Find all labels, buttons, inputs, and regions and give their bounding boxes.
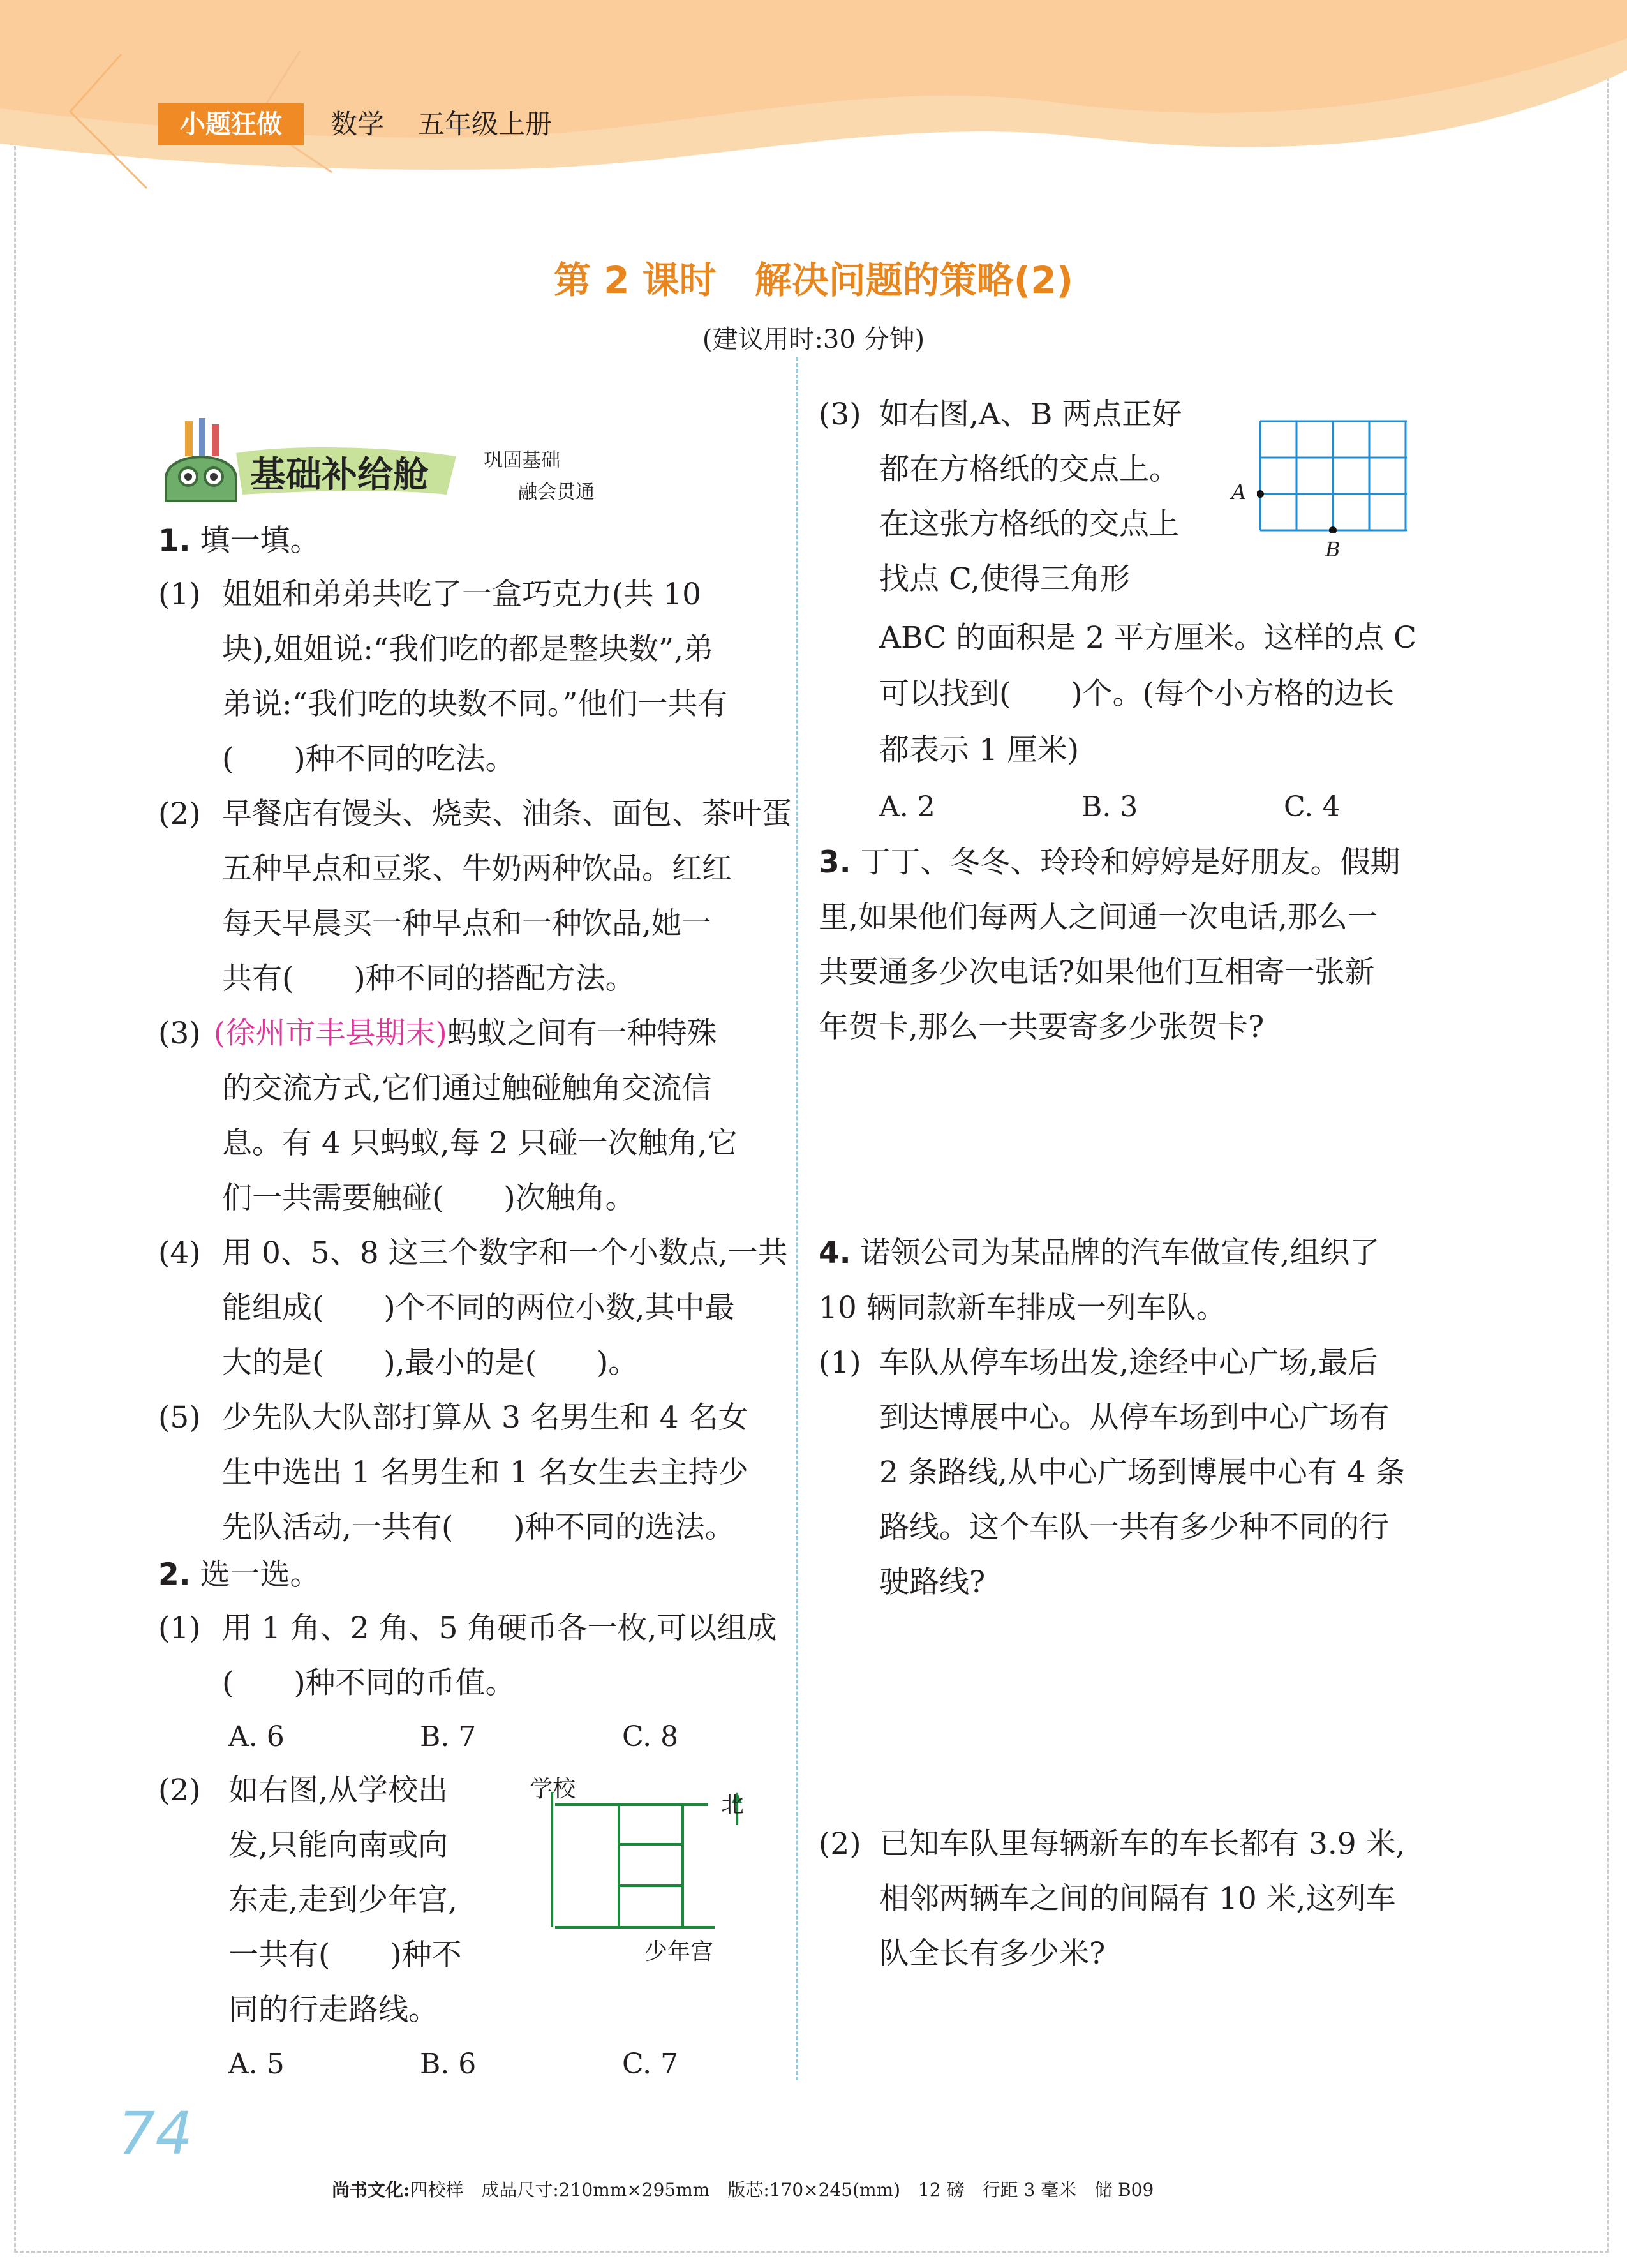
q2-2-option-b[interactable]: B. 6 — [420, 2048, 477, 2080]
grid-paper-figure — [1257, 418, 1410, 533]
q2-1-line: 用 1 角、2 角、5 角硬币各一枚,可以组成 — [222, 1611, 777, 1646]
subject-label: 数学 — [331, 108, 385, 140]
section-tag-1: 巩固基础 — [484, 449, 560, 472]
q2-3-line: 找点 C,使得三角形 — [879, 562, 1131, 597]
q4-1-line: 路线。这个车队一共有多少种不同的行 — [879, 1510, 1389, 1545]
q1-1-line: 姐姐和弟弟共吃了一盒巧克力(共 10 — [222, 577, 702, 612]
q4-1-line: 驶路线? — [879, 1565, 986, 1600]
q1-4-line: 用 0、5、8 这三个数字和一个小数点,一共 — [222, 1235, 788, 1271]
question-1-heading: 1. 填一填。 — [158, 523, 320, 558]
footer-info: 四校样 成品尺寸:210mm×295mm 版芯:170×245(mm) 12 磅 行距 3 毫米 储 B09 — [410, 2179, 1154, 2200]
q1-5-label: (5) — [158, 1400, 201, 1435]
lesson-title — [0, 250, 1627, 304]
q2-3-line: 在这张方格纸的交点上 — [879, 507, 1179, 542]
q1-2-line: 早餐店有馒头、烧卖、油条、面包、茶叶蛋 — [222, 796, 792, 832]
q1-5-line: 少先队大队部打算从 3 名男生和 4 名女 — [222, 1400, 748, 1435]
q4-2-line: 已知车队里每辆新车的车长都有 3.9 米, — [879, 1826, 1406, 1861]
column-divider — [796, 357, 798, 2080]
brand-badge: 小题狂做 — [158, 103, 304, 145]
q2-1-option-c[interactable]: C. 8 — [622, 1720, 679, 1753]
q2-1-label: (1) — [158, 1611, 201, 1646]
q4-2-line: 队全长有多少米? — [879, 1936, 1106, 1971]
q2-3-line: 都表示 1 厘米) — [879, 733, 1080, 768]
source-tag: (徐州市丰县期末) — [214, 1016, 447, 1051]
q2-3-line: ABC 的面积是 2 平方厘米。这样的点 C — [879, 620, 1416, 655]
q1-5-line: 先队活动,一共有( )种不同的选法。 — [222, 1510, 735, 1545]
q2-1-option-b[interactable]: B. 7 — [420, 1720, 477, 1753]
footer-brand: 尚书文化: — [332, 2179, 410, 2200]
q2-1-line: ( )种不同的币值。 — [222, 1666, 516, 1701]
page-number: 74 — [118, 2100, 193, 2168]
q1-5-line: 生中选出 1 名男生和 1 名女生去主持少 — [222, 1455, 748, 1490]
q1-1-line: 弟说:“我们吃的块数不同。”他们一共有 — [222, 687, 728, 722]
q1-2-line: 共有( )种不同的搭配方法。 — [222, 961, 635, 996]
q1-1-line: ( )种不同的吃法。 — [222, 742, 516, 777]
q2-2-line: 发,只能向南或向 — [228, 1828, 448, 1863]
q2-3-option-a[interactable]: A. 2 — [879, 791, 935, 823]
question-3-line: 共要通多少次电话?如果他们互相寄一张新 — [819, 955, 1375, 990]
q4-2-label: (2) — [819, 1826, 861, 1861]
q1-2-label: (2) — [158, 796, 201, 832]
school-label: 学校 — [530, 1776, 576, 1802]
q1-1-label: (1) — [158, 577, 201, 612]
question-2-heading: 2. 选一选。 — [158, 1557, 320, 1592]
point-b — [1329, 526, 1337, 533]
question-3-line: 年贺卡,那么一共要寄多少张贺卡? — [819, 1010, 1265, 1045]
q4-1-label: (1) — [819, 1345, 861, 1380]
q1-2-line: 每天早晨买一种早点和一种饮品,她一 — [222, 906, 711, 941]
question-3-line: 3. 丁丁、冬冬、玲玲和婷婷是好朋友。假期 — [819, 845, 1400, 880]
q2-2-line: 一共有( )种不 — [228, 1937, 462, 1973]
point-a — [1257, 490, 1264, 498]
q1-3-line: 们一共需要触碰( )次触角。 — [222, 1181, 635, 1216]
q2-3-option-c[interactable]: C. 4 — [1284, 791, 1341, 823]
point-b-label: B — [1325, 537, 1341, 562]
section-tag-2: 融会贯通 — [518, 481, 595, 504]
q2-1-option-a[interactable]: A. 6 — [228, 1720, 285, 1753]
section-title: 基础补给舱 — [250, 454, 429, 496]
point-a-label: A — [1231, 480, 1247, 504]
youth-palace-label: 少年宫 — [644, 1939, 714, 1965]
q2-2-label: (2) — [158, 1773, 201, 1808]
lesson-number: 第 2 课时 — [553, 258, 717, 302]
q2-2-option-a[interactable]: A. 5 — [228, 2048, 285, 2080]
q1-3-line: 息。有 4 只蚂蚁,每 2 只碰一次触角,它 — [222, 1126, 738, 1161]
q1-1-line: 块),姐姐说:“我们吃的都是整块数”,弟 — [222, 632, 714, 667]
question-4-line: 10 辆同款新车排成一列车队。 — [819, 1290, 1226, 1325]
q2-2-line: 如右图,从学校出 — [228, 1773, 448, 1808]
q2-3-label: (3) — [819, 397, 861, 432]
q2-2-line: 同的行走路线。 — [228, 1992, 438, 2027]
print-info-footer — [332, 2176, 1154, 2202]
suggested-time: (建议用时:30 分钟) — [702, 325, 925, 354]
q2-3-line: 可以找到( )个。(每个小方格的边长 — [879, 676, 1395, 712]
q1-3-line: 的交流方式,它们通过触碰触角交流信 — [222, 1071, 711, 1106]
north-label: 北 — [721, 1792, 745, 1818]
q4-2-line: 相邻两辆车之间的间隔有 10 米,这列车 — [879, 1881, 1396, 1916]
q2-3-line: 都在方格纸的交点上。 — [879, 452, 1179, 487]
q1-4-label: (4) — [158, 1235, 201, 1271]
q1-3-first-line: (徐州市丰县期末)蚂蚁之间有一种特殊 — [214, 1016, 717, 1051]
q4-1-line: 2 条路线,从中心广场到博展中心有 4 条 — [879, 1455, 1406, 1490]
lesson-name: 解决问题的策略(2) — [754, 258, 1074, 302]
q2-3-option-b[interactable]: B. 3 — [1081, 791, 1138, 823]
q2-3-line: 如右图,A、B 两点正好 — [879, 397, 1182, 432]
q1-4-line: 大的是( ),最小的是( )。 — [222, 1345, 639, 1380]
q4-1-line: 车队从停车场出发,途经中心广场,最后 — [879, 1345, 1378, 1380]
q2-2-line: 东走,走到少年宫, — [228, 1883, 457, 1918]
q1-3-label: (3) — [158, 1016, 201, 1051]
question-3-line: 里,如果他们每两人之间通一次电话,那么一 — [819, 900, 1378, 935]
q1-2-line: 五种早点和豆浆、牛奶两种饮品。红红 — [222, 851, 732, 886]
q1-4-line: 能组成( )个不同的两位小数,其中最 — [222, 1290, 735, 1325]
q2-2-option-c[interactable]: C. 7 — [622, 2048, 679, 2080]
q4-1-line: 到达博展中心。从停车场到中心广场有 — [879, 1400, 1389, 1435]
question-4-line: 4. 诺领公司为某品牌的汽车做宣传,组织了 — [819, 1235, 1380, 1271]
header-wave-decoration — [0, 0, 1627, 204]
grade-label: 五年级上册 — [418, 108, 553, 140]
